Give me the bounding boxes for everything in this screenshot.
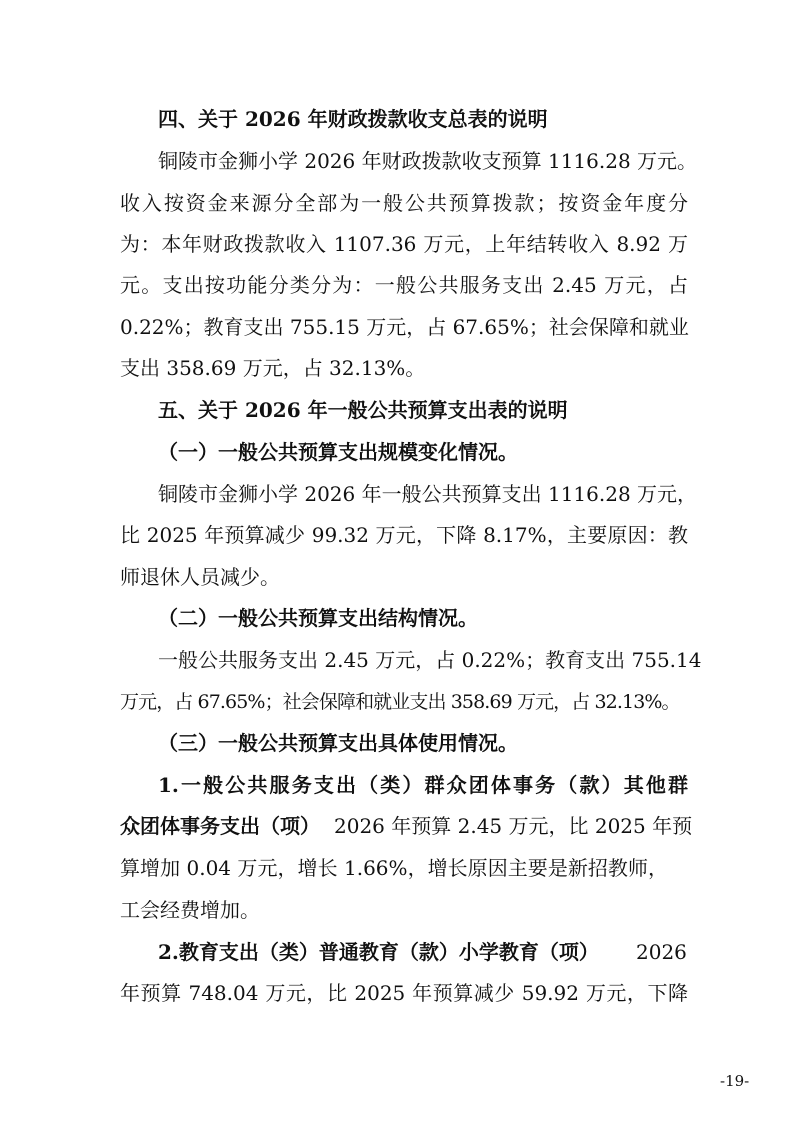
paragraph-line: 2026 年预算 2.45 万元，比 2025 年预	[334, 814, 693, 838]
heading-section-5: 五、关于 2026 年一般公共预算支出表的说明	[158, 398, 568, 422]
paragraph-line: 0.22%；教育支出 755.15 万元，占 67.65%；社会保障和就业	[120, 315, 689, 339]
paragraph-line: 铜陵市金狮小学 2026 年一般公共预算支出 1116.28 万元，	[158, 482, 698, 506]
item-heading-1: 1.一般公共服务支出（类）群众团体事务（款）其他群	[158, 773, 688, 797]
paragraph-line: 支出 358.69 万元，占 32.13%。	[120, 356, 426, 380]
paragraph-line: 工会经费增加。	[120, 898, 260, 922]
paragraph-line: 一般公共服务支出 2.45 万元，占 0.22%；教育支出 755.14	[158, 648, 702, 672]
paragraph-line: 铜陵市金狮小学 2026 年财政拨款收支预算 1116.28 万元。	[158, 149, 698, 173]
item-heading-2: 2.教育支出（类）普通教育（款）小学教育（项）	[158, 940, 599, 964]
paragraph-line: 元。支出按功能分类分为：一般公共服务支出 2.45 万元，占	[120, 273, 688, 297]
item-heading-1-cont: 众团体事务支出（项）	[120, 814, 320, 838]
page-number: -19-	[720, 1072, 750, 1090]
subheading-1: （一）一般公共预算支出规模变化情况。	[158, 440, 518, 464]
subheading-2: （二）一般公共预算支出结构情况。	[158, 606, 478, 630]
paragraph-line: 年预算 748.04 万元，比 2025 年预算减少 59.92 万元，下降	[120, 981, 688, 1005]
paragraph-line: 万元，占 67.65%；社会保障和就业支出 358.69 万元，占 32.13%。	[120, 691, 680, 713]
paragraph-line: 2026	[636, 940, 687, 964]
paragraph-line: 师退休人员减少。	[120, 565, 280, 589]
paragraph-line: 收入按资金来源分全部为一般公共预算拨款；按资金年度分	[120, 191, 688, 215]
paragraph-line: 比 2025 年预算减少 99.32 万元，下降 8.17%，主要原因：教	[120, 523, 688, 547]
paragraph-line: 算增加 0.04 万元，增长 1.66%，增长原因主要是新招教师，	[120, 856, 668, 880]
paragraph-line: 为：本年财政拨款收入 1107.36 万元，上年结转收入 8.92 万	[120, 232, 688, 256]
subheading-3: （三）一般公共预算支出具体使用情况。	[158, 731, 518, 755]
heading-section-4: 四、关于 2026 年财政拨款收支总表的说明	[158, 107, 548, 131]
